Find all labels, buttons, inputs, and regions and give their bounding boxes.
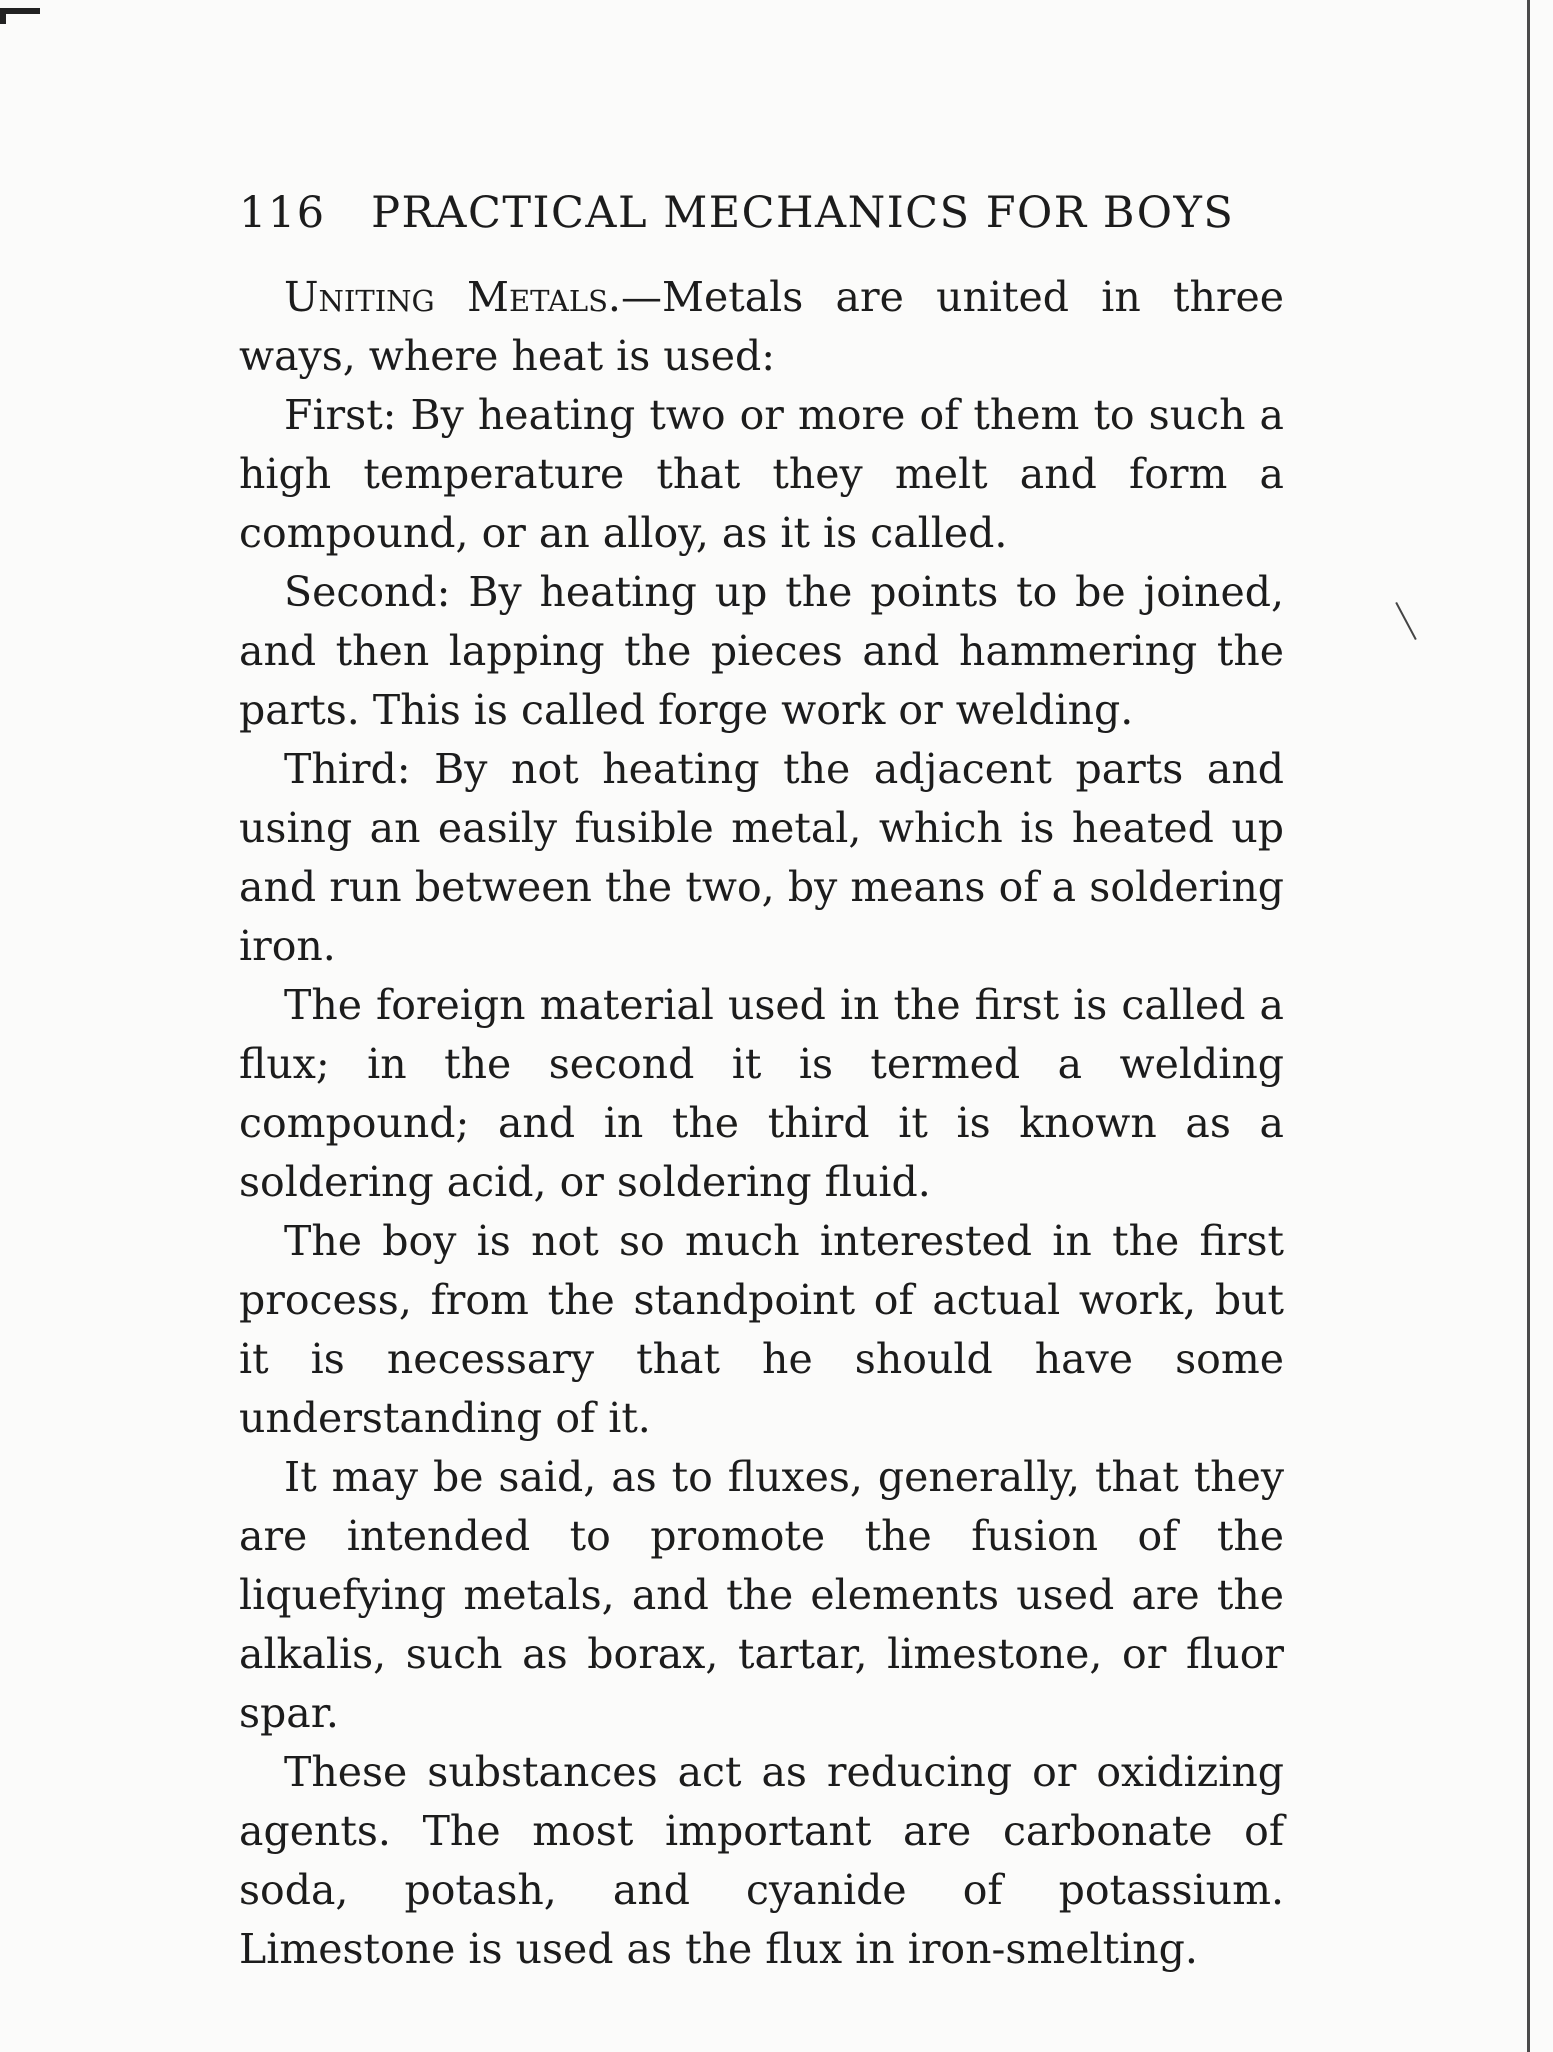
paragraph-third: Third: By not heating the adjacent parts and using an easily fusible metal, which is heated up and run between the two, by means of a soldering iron. <box>239 745 1284 970</box>
paragraph-substances: These substances act as reducing or oxidizing agents. The most important are carbonate of soda, potash, and cyanide of potassium. Limestone is used as the flux in iron-smelting. <box>239 1748 1284 1973</box>
running-header <box>239 188 1284 238</box>
page-edge-line <box>1527 0 1530 2052</box>
paragraph-fluxes: It may be said, as to fluxes, generally, that they are intended to promote the fusion of the liquefying metals, and the elements used are the alkalis, such as borax, tartar, limestone, or fluor spar. <box>239 1453 1284 1737</box>
paragraph-boy-interest: The boy is not so much interested in the first process, from the standpoint of actual work, but it is necessary that he should have some understanding of it. <box>239 1217 1284 1442</box>
body-text <box>239 268 1284 1979</box>
section-lead-in: Uniting Metals. <box>284 273 621 321</box>
paragraph-first: First: By heating two or more of them to such a high temperature that they melt and form a compound, or an alloy, as it is called. <box>239 391 1284 557</box>
running-title: PRACTICAL MECHANICS FOR BOYS <box>371 188 1235 238</box>
paragraph-second: Second: By heating up the points to be joined, and then lapping the pieces and hammering the parts. This is called forge work or welding. <box>239 568 1284 734</box>
stray-scan-mark <box>1395 602 1416 640</box>
paragraph-foreign-material: The foreign material used in the first is called a flux; in the second it is termed a welding compound; and in the third it is known as a soldering acid, or soldering fluid. <box>239 981 1284 1206</box>
paragraph-text: —Metals are united in three ways, where heat is used: <box>239 273 1285 380</box>
paragraph-uniting-metals <box>239 268 1284 386</box>
scan-corner-mark <box>0 8 40 14</box>
page-number: 116 <box>239 188 326 238</box>
